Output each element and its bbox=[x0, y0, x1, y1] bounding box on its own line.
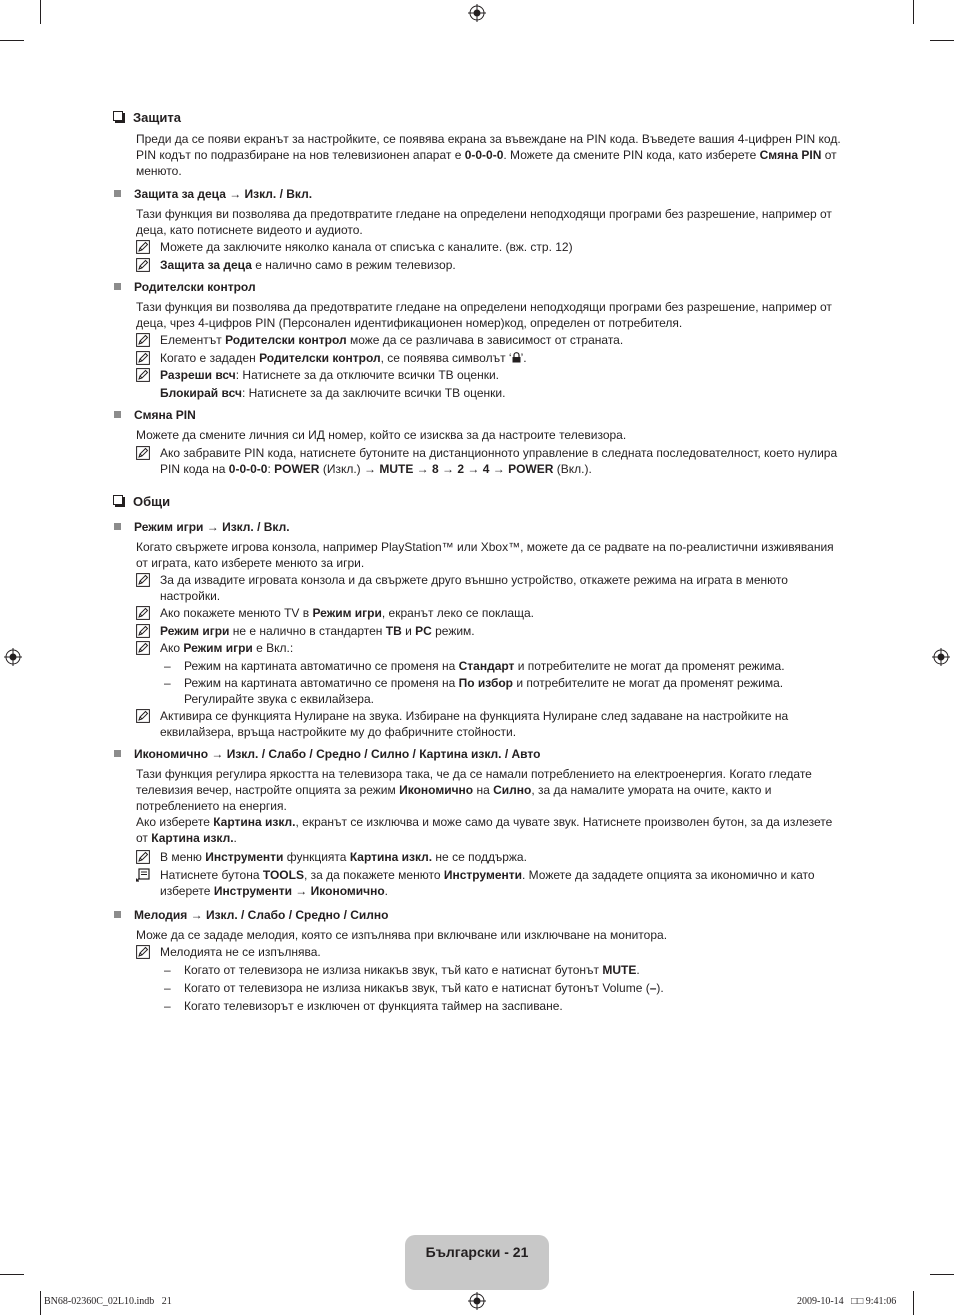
bold-term: 4 bbox=[482, 462, 490, 476]
dash-text bbox=[184, 962, 841, 978]
parental-text: Тази функция ви позволява да предотвратите гледане на определени неподходящи програми без разрешение, например от деца, чрез 4-цифров PIN (Персонален идентификационен номер)код, определен от потребителя. bbox=[136, 300, 832, 330]
text: Натиснете бутона bbox=[160, 868, 263, 882]
page-label: Български - 21 bbox=[425, 1244, 529, 1260]
bold-term: Картина изкл. bbox=[349, 850, 433, 864]
square-bullet-icon bbox=[114, 283, 121, 290]
text: , се появява символът ‘ bbox=[380, 351, 512, 365]
text: Ако покажете менюто TV в bbox=[160, 606, 313, 620]
melody-text: Може да се зададе мелодия, която се изпълнява при включване или изключване на монитора. bbox=[136, 928, 668, 942]
note-text bbox=[160, 367, 841, 383]
bold-term: Картина изкл. bbox=[151, 831, 234, 845]
section-heading-protection bbox=[113, 110, 181, 125]
note-icon bbox=[136, 351, 150, 365]
text: Тази функция регулира яркостта на телевизора така, че да се намали потреблението на електроенергия. Когато гледате телевизия вечер, настройте опцията за режим bbox=[136, 767, 812, 797]
bold-term: Икономично bbox=[399, 783, 474, 797]
arrow: → bbox=[438, 462, 458, 476]
dash-bullet: – bbox=[164, 659, 171, 673]
bold-term: Силно bbox=[493, 783, 532, 797]
text: Преди да се появи екранът за настройките, се появява екрана за въвеждане на PIN кода. Въведете вашия 4-цифрен PIN код. PIN кодът по подразбиране на нов телевизионен апарат е bbox=[136, 132, 841, 162]
note-text bbox=[160, 350, 841, 366]
subheading-melody bbox=[114, 908, 389, 922]
text: не се поддържа. bbox=[432, 850, 527, 864]
note-text bbox=[160, 257, 841, 273]
registration-mark-icon bbox=[468, 4, 486, 22]
dash-text bbox=[184, 980, 841, 996]
arrow: → bbox=[413, 462, 432, 476]
text: В меню bbox=[160, 850, 206, 864]
text: : Натиснете за да заключите всички ТВ оценки. bbox=[241, 386, 506, 400]
subheading-parental-control bbox=[114, 280, 256, 294]
lock-icon bbox=[512, 352, 521, 363]
square-bullet-icon bbox=[114, 750, 121, 757]
checkbox-bullet-icon bbox=[113, 495, 123, 505]
slug-right: 2009-10-14 □□ 9:41:06 bbox=[797, 1296, 897, 1307]
dash-bullet: – bbox=[164, 981, 171, 995]
text: Ако изберете bbox=[136, 815, 214, 829]
menu-name: Смяна PIN bbox=[759, 148, 822, 162]
bold-term: Стандарт bbox=[458, 659, 515, 673]
dash-text: Когато телевизорът е изключен от функцията таймер на заспиване. bbox=[184, 999, 563, 1013]
dash-bullet: – bbox=[164, 963, 171, 977]
text: (Вкл.). bbox=[553, 462, 592, 476]
note-icon bbox=[136, 945, 150, 959]
text: , за да покажете менюто bbox=[303, 868, 444, 882]
bold-term: Инструменти bbox=[443, 868, 522, 882]
note-icon bbox=[136, 624, 150, 638]
note-icon bbox=[136, 641, 150, 655]
crop-mark bbox=[40, 0, 41, 24]
note-text bbox=[160, 640, 841, 656]
heading-text: Родителски контрол bbox=[134, 280, 256, 294]
dash-text bbox=[184, 658, 841, 674]
text: . bbox=[384, 884, 389, 898]
subheading-eco bbox=[114, 747, 540, 761]
text: не е налично в стандартен bbox=[229, 624, 386, 638]
dash-text bbox=[184, 675, 841, 707]
heading-text: Режим игри → Изкл. / Вкл. bbox=[134, 520, 290, 534]
subheading-game-mode bbox=[114, 520, 290, 534]
bold-term: Режим игри bbox=[312, 606, 382, 620]
note-icon bbox=[136, 446, 150, 460]
note-text: Мелодията не се изпълнява. bbox=[160, 945, 321, 959]
text: е налично само в режим телевизор. bbox=[251, 258, 456, 272]
child-lock-text: Тази функция ви позволява да предотвратите гледане на определени неподходящи програми без разрешение, например от деца, като потиснете видеото и аудиото. bbox=[136, 207, 832, 237]
registration-mark-icon bbox=[4, 648, 22, 666]
bold-term: Защита за деца bbox=[160, 258, 252, 272]
text: . Можете да зададете опцията за икономично и като изберете bbox=[160, 868, 815, 898]
bold-term: POWER bbox=[508, 462, 554, 476]
note-text bbox=[160, 867, 841, 899]
note-icon bbox=[136, 368, 150, 382]
pin-default: 0-0-0-0 bbox=[464, 148, 504, 162]
text: , екранът се изключва и може само да чувате звук. Натиснете произволен бутон, за да излезете от bbox=[136, 815, 833, 845]
note-text: За да извадите игровата конзола и да свържете друго външно устройство, откажете режима на играта в менюто настройки. bbox=[160, 573, 788, 603]
bold-term: POWER bbox=[274, 462, 320, 476]
square-bullet-icon bbox=[114, 523, 121, 530]
square-bullet-icon bbox=[114, 411, 121, 418]
crop-mark bbox=[913, 0, 914, 24]
note-text bbox=[160, 385, 841, 401]
text: ’. bbox=[520, 351, 527, 365]
text: може да се различава в зависимост от страната. bbox=[346, 333, 624, 347]
text: : bbox=[267, 462, 275, 476]
text: , екранът леко се поклаща. bbox=[381, 606, 534, 620]
note-icon bbox=[136, 709, 150, 723]
note-icon bbox=[136, 240, 150, 254]
heading-text: Защита за деца → Изкл. / Вкл. bbox=[134, 187, 313, 201]
note-icon bbox=[136, 258, 150, 272]
bold-term: MUTE bbox=[602, 963, 637, 977]
note-text bbox=[160, 605, 841, 621]
text: , за да намалите умората на очите, както и потреблението на енергия. bbox=[136, 783, 772, 813]
square-bullet-icon bbox=[114, 911, 121, 918]
page-number-tab bbox=[405, 1235, 549, 1290]
bold-term: – bbox=[649, 981, 657, 995]
arrow: → bbox=[464, 462, 483, 476]
bold-term: Родителски контрол bbox=[225, 333, 347, 347]
note-text bbox=[160, 445, 841, 477]
bold-term: MUTE bbox=[379, 462, 414, 476]
heading-text: Икономично → Изкл. / Слабо / Средно / Силно / Картина изкл. / Авто bbox=[134, 747, 541, 761]
note-text: Можете да заключите няколко канала от списъка с каналите. (вж. стр. 12) bbox=[160, 240, 573, 254]
crop-mark bbox=[930, 1274, 954, 1275]
arrow: → bbox=[489, 462, 509, 476]
registration-mark-icon bbox=[932, 648, 950, 666]
note-text bbox=[160, 623, 841, 639]
heading-text: Мелодия → Изкл. / Слабо / Средно / Силно bbox=[134, 908, 389, 922]
crop-mark bbox=[0, 1274, 24, 1275]
text: функцията bbox=[283, 850, 350, 864]
heading-text: Защита bbox=[133, 110, 181, 125]
text: и потребителите не могат да променят режима. bbox=[514, 659, 785, 673]
bold-term: Инструменти → Икономично bbox=[213, 884, 385, 898]
text: ). bbox=[656, 981, 664, 995]
dash-bullet: – bbox=[164, 999, 171, 1013]
text: и потребителите не могат да променят режима. Регулирайте звука с еквилайзера. bbox=[184, 676, 784, 706]
text: Елементът bbox=[160, 333, 226, 347]
crop-mark bbox=[913, 1291, 914, 1315]
bold-term: TB bbox=[385, 624, 402, 638]
text: Режим на картината автоматично се променя на bbox=[184, 659, 459, 673]
eco-text-2 bbox=[136, 814, 841, 846]
text: Ако забравите PIN кода, натиснете бутоните на дистанционното управление в следната последователност, което нулира PIN кода на bbox=[160, 446, 838, 476]
text: : Натиснете за да отключите всички ТВ оценки. bbox=[235, 368, 500, 382]
bold-term: 0-0-0-0 bbox=[228, 462, 268, 476]
text: Ако bbox=[160, 641, 184, 655]
text: Режим на картината автоматично се променя на bbox=[184, 676, 459, 690]
text: . bbox=[636, 963, 640, 977]
text: на bbox=[473, 783, 494, 797]
bold-term: 2 bbox=[457, 462, 465, 476]
crop-mark bbox=[0, 40, 24, 41]
subheading-change-pin bbox=[114, 408, 196, 422]
note-icon bbox=[136, 850, 150, 864]
section-heading-general bbox=[113, 494, 170, 509]
bold-term: Инструменти bbox=[205, 850, 284, 864]
text: и bbox=[401, 624, 416, 638]
registration-mark-icon bbox=[468, 1292, 486, 1310]
note-icon bbox=[136, 606, 150, 620]
subheading-child-lock bbox=[114, 187, 312, 201]
text: от менюто. bbox=[136, 148, 837, 178]
text: . Можете да смените PIN кода, като изберете bbox=[503, 148, 760, 162]
note-icon bbox=[136, 573, 150, 587]
heading-text: Смяна PIN bbox=[134, 408, 196, 422]
bold-term: Режим игри bbox=[183, 641, 253, 655]
game-mode-text: Когато свържете игрова конзола, например PlayStation™ или Xbox™, можете да се радвате на по-реалистични изживявания от играта, като изберете менюто за игри. bbox=[136, 540, 834, 570]
text: Когато от телевизора не излиза никакъв звук, тъй като е натиснат бутонът bbox=[184, 963, 603, 977]
text: (Изкл.) → bbox=[319, 462, 380, 476]
bold-term: PC bbox=[415, 624, 432, 638]
note-icon bbox=[136, 333, 150, 347]
slug-left: BN68-02360C_02L10.indb 21 bbox=[44, 1296, 172, 1307]
heading-text: Общи bbox=[133, 494, 171, 509]
bold-term: 8 bbox=[432, 462, 439, 476]
bold-term: TOOLS bbox=[262, 868, 304, 882]
text: Когато е зададен bbox=[160, 351, 260, 365]
text: е Вкл.: bbox=[252, 641, 294, 655]
change-pin-text: Можете да смените личния си ИД номер, който се изисква за да настроите телевизора. bbox=[136, 428, 627, 442]
tools-icon bbox=[136, 868, 150, 882]
text: Когато от телевизора не излиза никакъв звук, тъй като е натиснат бутонът Volume ( bbox=[184, 981, 650, 995]
eco-text-1 bbox=[136, 766, 841, 814]
square-bullet-icon bbox=[114, 190, 121, 197]
bold-term: Блокирай всч bbox=[160, 386, 242, 400]
crop-mark bbox=[40, 1291, 41, 1315]
note-text bbox=[160, 849, 841, 865]
crop-mark bbox=[930, 40, 954, 41]
text: . bbox=[233, 831, 237, 845]
bold-term: По избор bbox=[458, 676, 514, 690]
note-text: Активира се функцията Нулиране на звука. Избиране на функцията Нулиране след задаване на настройките на еквилайзера, връща настройките му до фабричните стойности. bbox=[160, 709, 789, 739]
protection-intro bbox=[136, 131, 841, 179]
bold-term: Разреши всч bbox=[160, 368, 236, 382]
bold-term: Картина изкл. bbox=[213, 815, 296, 829]
text: режим. bbox=[431, 624, 475, 638]
bold-term: Родителски контрол bbox=[259, 351, 381, 365]
checkbox-bullet-icon bbox=[113, 111, 123, 121]
dash-bullet: – bbox=[164, 676, 171, 690]
note-text bbox=[160, 332, 841, 348]
bold-term: Режим игри bbox=[160, 624, 230, 638]
